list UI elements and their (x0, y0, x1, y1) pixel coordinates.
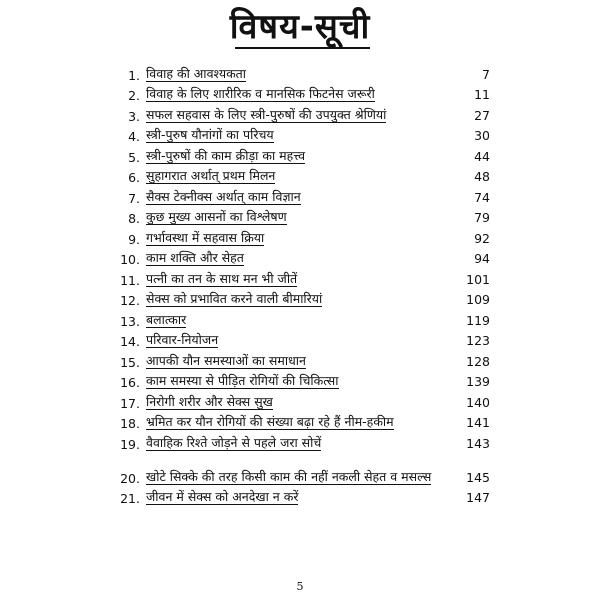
toc-entry-title-text: गर्भावस्था में सहवास क्रिया (146, 229, 265, 245)
toc-entry-page: 139 (466, 374, 490, 389)
toc-entry-title (146, 394, 450, 411)
toc-entry (120, 103, 490, 124)
toc-entry-title (146, 435, 450, 452)
toc-entry-title (146, 189, 450, 206)
toc-entry-page: 74 (474, 189, 490, 205)
toc-entry-number: 1. (128, 67, 140, 83)
toc-entry-page: 44 (474, 148, 490, 164)
toc-entry-title-text: खोटे सिक्के की तरह किसी काम की नहीं नकली सेहत व मसल्स (146, 468, 432, 484)
toc-entry-title (146, 127, 450, 144)
toc-entry (120, 288, 490, 309)
toc-entry (120, 431, 490, 452)
toc-entry-title-text: भ्रमित कर यौन रोगियों की संख्या बढ़ा रहे हैं नीम-हकीम (146, 414, 394, 429)
toc-entry-title (146, 373, 450, 390)
toc-entry-title-text: बलात्कार (146, 311, 187, 327)
toc-entry-title (146, 209, 450, 226)
toc-entry-title (146, 414, 450, 431)
toc-entry (120, 267, 490, 288)
toc-entry-title-text: काम समस्या से पीड़ित रोगियों की चिकित्सा (146, 373, 339, 388)
toc-entry-title-text: परिवार-नियोजन (146, 332, 219, 347)
toc-entry-number: 13. (120, 313, 140, 329)
toc-entry (120, 390, 490, 411)
toc-entry-title (146, 332, 450, 349)
toc-entry-page: 92 (474, 230, 490, 246)
toc-entry-title (146, 66, 450, 83)
toc-entry (120, 144, 490, 165)
toc-entry-page: 140 (466, 394, 490, 410)
toc-entry-title (146, 489, 450, 506)
toc-entry-number: 21. (120, 491, 140, 506)
toc-entry (120, 370, 490, 391)
toc-entry-title-text: सैक्स टेक्नीक्स अर्थात् काम विज्ञान (146, 188, 301, 204)
toc-entry-page: 109 (466, 292, 490, 307)
toc-entry-number: 9. (128, 231, 140, 247)
toc-entry-title-text: सेक्स को प्रभावित करने वाली बीमारियां (146, 291, 323, 306)
toc-entry (120, 247, 490, 268)
toc-entry-page: 30 (474, 128, 490, 143)
toc-entry (120, 62, 490, 83)
toc-entry-title-text: जीवन में सेक्स को अनदेखा न करें (146, 489, 299, 504)
toc-entry-page: 27 (474, 107, 490, 123)
toc-entry-title-text: स्त्री-पुरुषों की काम क्रीड़ा का महत्त्व (146, 147, 306, 163)
toc-entry (120, 226, 490, 247)
title-underline (235, 47, 370, 49)
toc-entry-page: 123 (466, 333, 490, 348)
toc-entry (120, 411, 490, 432)
toc-entry (120, 308, 490, 329)
toc-entry-title-text: आपकी यौन समस्याओं का समाधान (146, 352, 306, 368)
toc-entry (120, 185, 490, 206)
toc-entry-title-text: स्त्री-पुरुष यौनांगों का परिचय (146, 127, 274, 142)
toc-entry (120, 206, 490, 227)
toc-entry-title (146, 469, 450, 486)
toc-entry (120, 349, 490, 370)
toc-entry-title-text: काम शक्ति और सेहत (146, 250, 244, 265)
toc-entry (120, 124, 490, 145)
toc-entry-number: 15. (120, 354, 140, 370)
toc-entry-page: 79 (474, 210, 490, 225)
toc-entry-number: 5. (128, 149, 140, 165)
toc-entry-page: 94 (474, 251, 490, 266)
toc-entry-title (146, 250, 450, 267)
toc-entry-page: 147 (466, 490, 490, 505)
toc-entry-title (146, 148, 450, 165)
toc-entry-title-text: विवाह के लिए शारीरिक व मानसिक फिटनेस जरूरी (146, 86, 375, 101)
toc-entry-title (146, 86, 450, 103)
toc-entry-page: 145 (466, 469, 490, 485)
toc-entry (120, 83, 490, 104)
toc-entry (120, 452, 490, 486)
toc-entry-title-text: निरोगी शरीर और सेक्स सुख (146, 393, 273, 409)
toc-entry-title-text: वैवाहिक रिश्ते जोड़ने से पहले जरा सोचें (146, 434, 322, 450)
toc-entry-title (146, 230, 450, 247)
toc-entry-title-text: विवाह की आवश्यकता (146, 65, 247, 81)
toc-entry-page: 143 (466, 435, 490, 451)
toc-entry-number: 17. (120, 395, 140, 411)
toc-entry-title-text: सफल सहवास के लिए स्त्री-पुरुषों की उपयुक्त श्रेणियां (146, 106, 387, 122)
toc-entry-page: 141 (466, 415, 490, 430)
table-of-contents (120, 62, 490, 506)
toc-entry-title (146, 271, 450, 288)
toc-entry-title (146, 291, 450, 308)
toc-entry-page: 48 (474, 169, 490, 184)
toc-entry-number: 2. (128, 88, 140, 103)
toc-entry-number: 6. (128, 170, 140, 185)
toc-entry-number: 8. (128, 211, 140, 226)
toc-entry-number: 14. (120, 334, 140, 349)
toc-entry-page: 119 (466, 312, 490, 328)
toc-entry-page: 101 (466, 271, 490, 287)
toc-entry (120, 165, 490, 186)
toc-entry-number: 18. (120, 416, 140, 431)
page-number: 5 (296, 580, 304, 593)
toc-entry-number: 3. (128, 108, 140, 124)
toc-entry-title (146, 107, 450, 124)
toc-entry-number: 10. (120, 252, 140, 267)
toc-entry-number: 11. (120, 272, 140, 288)
toc-entry (120, 486, 490, 507)
toc-entry-title (146, 168, 450, 185)
toc-entry-page: 7 (482, 66, 490, 82)
toc-entry-title (146, 353, 450, 370)
toc-entry-number: 16. (120, 375, 140, 390)
toc-entry-number: 4. (128, 129, 140, 144)
toc-entry-title-text: सुहागरात अर्थात् प्रथम मिलन (146, 168, 276, 183)
toc-entry-number: 20. (120, 470, 140, 486)
toc-entry-title-text: पत्नी का तन के साथ मन भी जीतें (146, 270, 298, 286)
toc-entry-title-text: कुछ मुख्य आसनों का विश्लेषण (146, 209, 287, 224)
toc-entry-number: 7. (128, 190, 140, 206)
page-title: विषय-सूची (229, 7, 371, 47)
toc-entry-number: 12. (120, 293, 140, 308)
toc-entry-number: 19. (120, 436, 140, 452)
toc-entry-page: 128 (466, 353, 490, 369)
toc-entry (120, 329, 490, 350)
toc-entry-title (146, 312, 450, 329)
toc-entry-page: 11 (474, 87, 490, 102)
